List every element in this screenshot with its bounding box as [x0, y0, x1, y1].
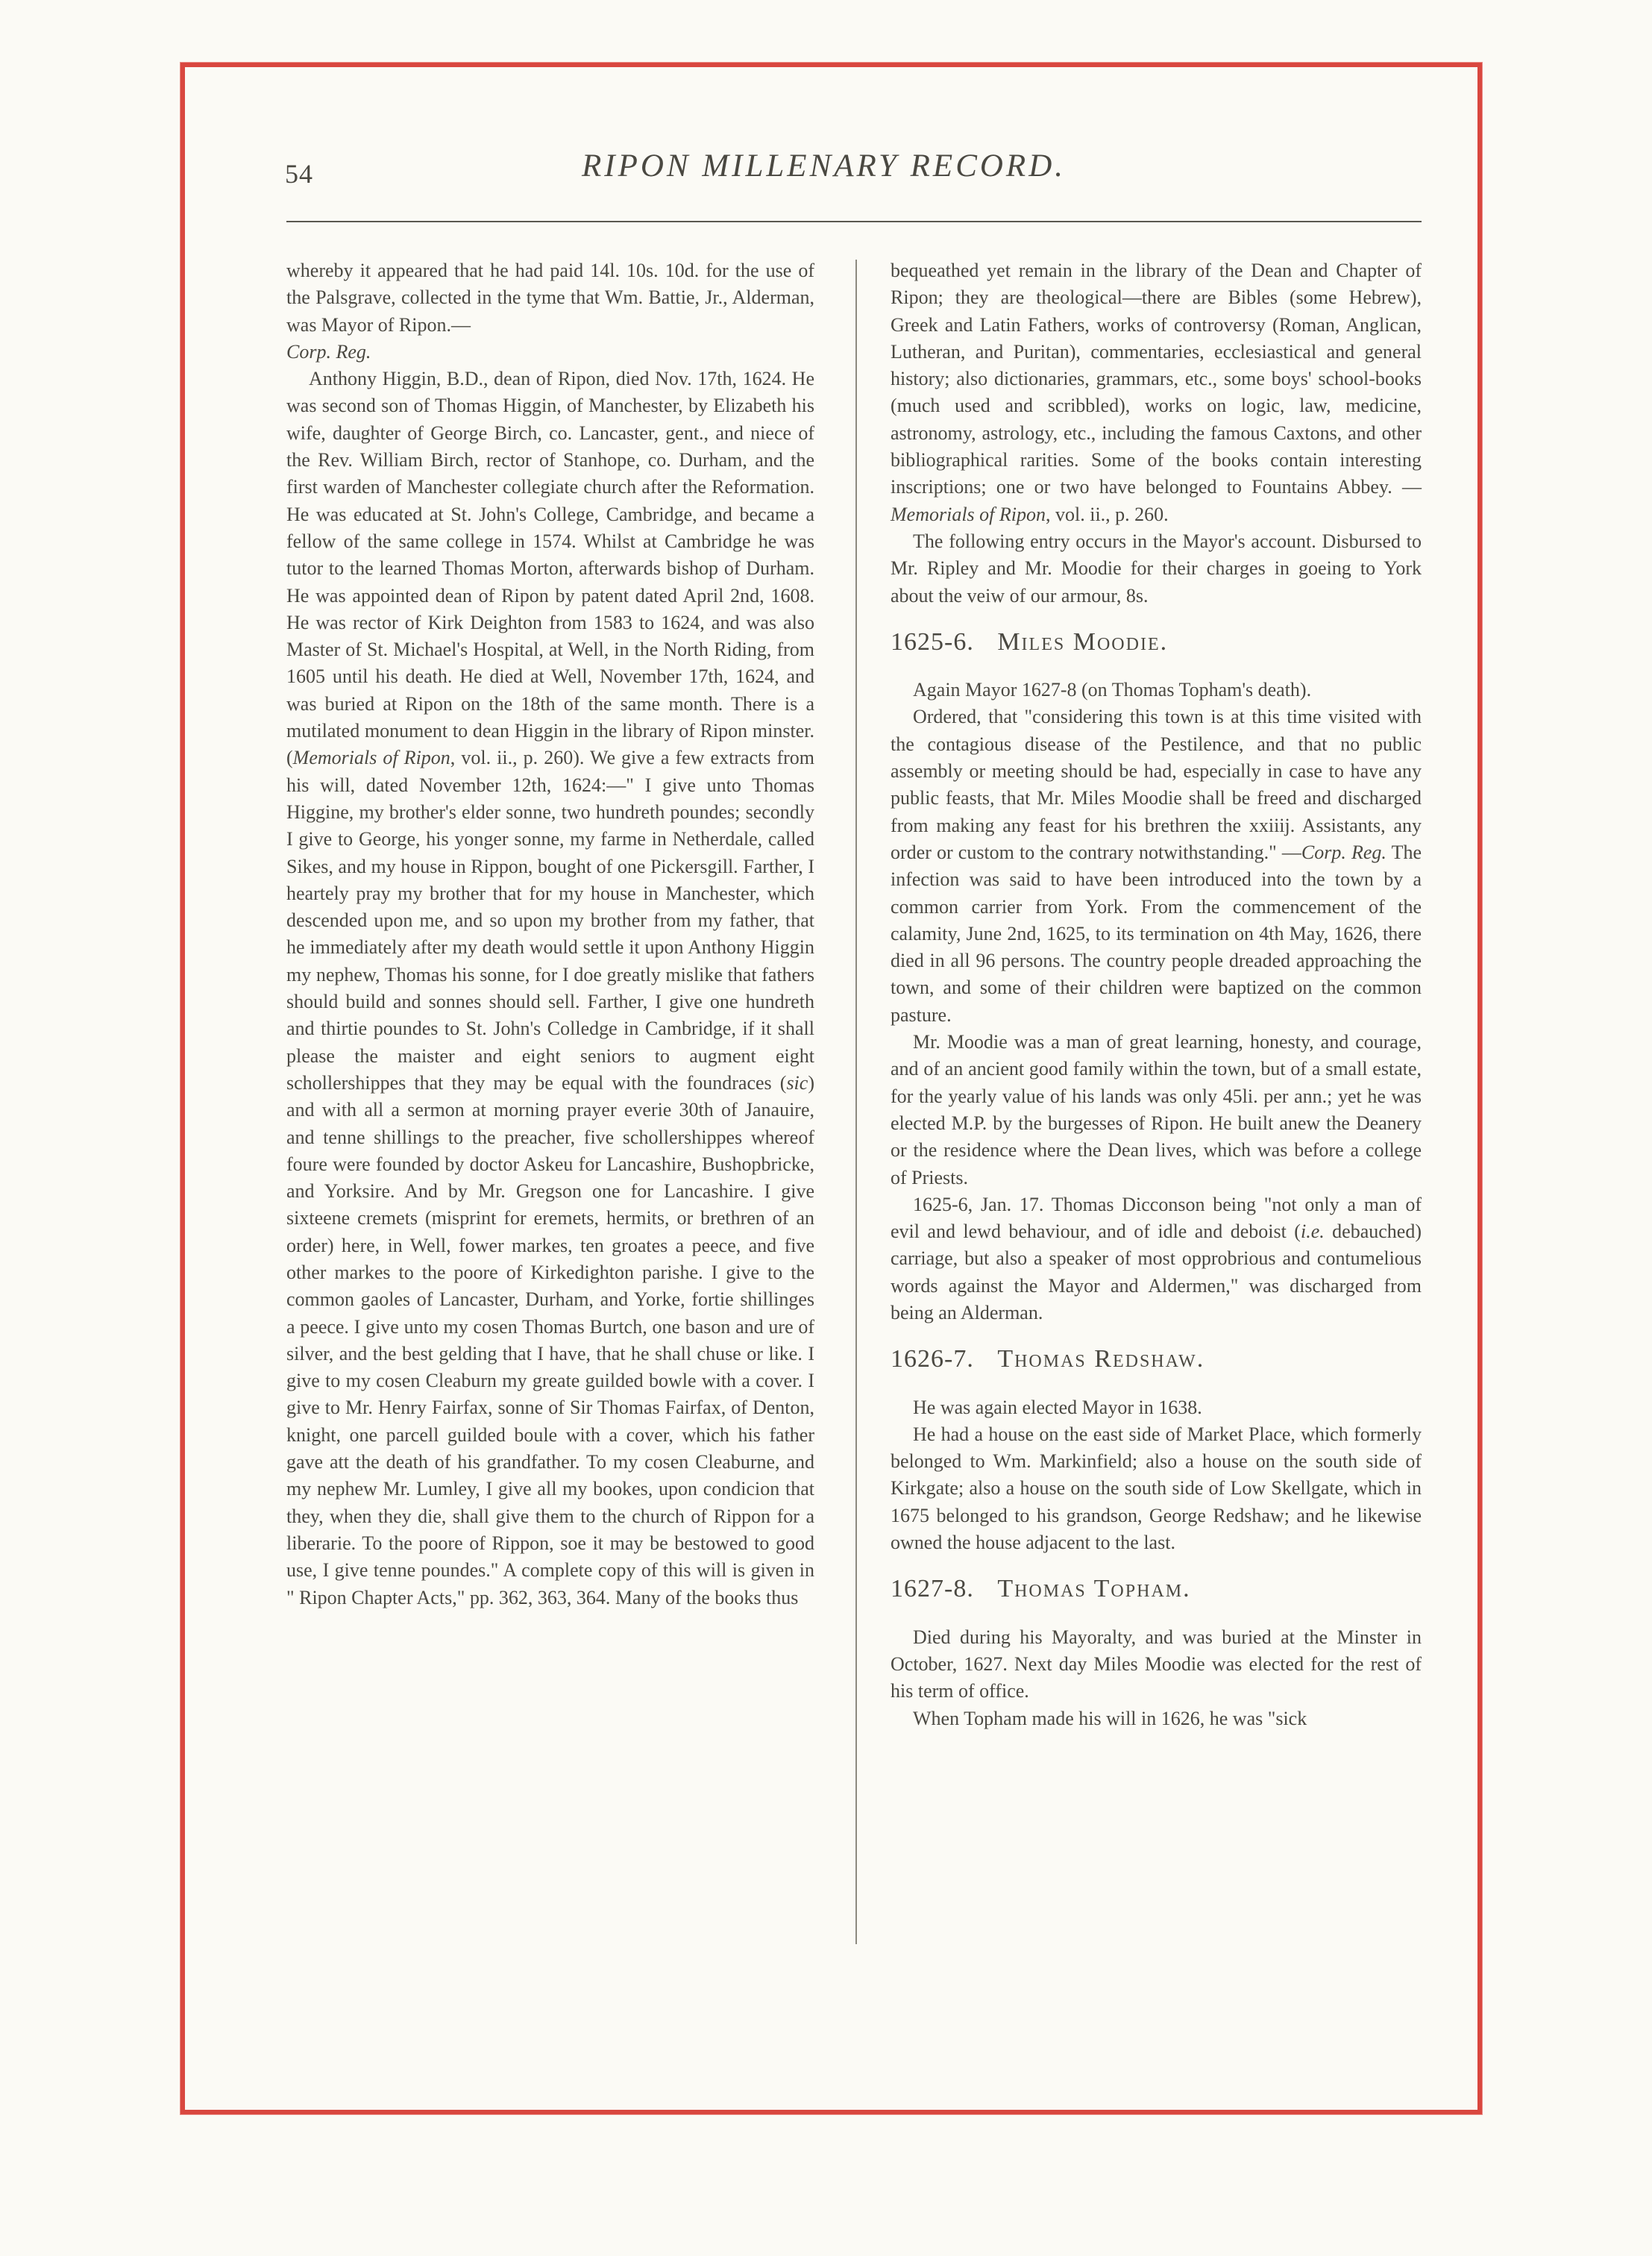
paragraph: bequeathed yet remain in the library of the Dean and Chapter of Ripon; they are theological—there are Bibles (some Hebrew), Greek and Latin Fathers, works of controversy (Roman, Anglican, Lutheran, and Puritan), commentaries, ecclesiastical and general history; also dictionaries, grammars, etc., some boys' school-books (much used and scribbled), works on logic, law, medicine, astronomy, astrology, etc., including the famous Caxtons, and other bibliographical rarities. Some of the books contain interesting inscriptions; one or two have belonged to Fountains Abbey. —Memorials of Ripon, vol. ii., p. 260.: [891, 260, 1422, 525]
right-column: [891, 257, 1422, 1732]
sic-note: sic: [786, 1071, 808, 1094]
column-divider: [855, 260, 857, 1944]
paragraph: Mr. Moodie was a man of great learning, honesty, and courage, and of an ancient good family within the town, but of a small estate, for the yearly value of his lands was only 45li. per ann.; yet he was elected M.P. by the burgesses of Ripon. He built anew the Deanery or the residence where the Dean lives, which was before a college of Priests.: [891, 1031, 1422, 1188]
citation: Corp. Reg.: [1301, 841, 1386, 863]
running-title: RIPON MILLENARY RECORD.: [582, 148, 1067, 184]
section-heading: 1627-8. Thomas Topham.: [891, 1575, 1191, 1603]
paragraph: He was again elected Mayor in 1638.: [913, 1396, 1202, 1418]
left-column: [286, 257, 814, 1611]
header-rule: [286, 221, 1422, 222]
paragraph: whereby it appeared that he had paid 14l. 10s. 10d. for the use of the Palsgrave, collected in the tyme that Wm. Battie, Jr., Alderman, was Mayor of Ripon.— Corp. Reg.: [286, 260, 814, 363]
paragraph: He had a house on the east side of Market Place, which formerly belonged to Wm. Markinfield; also a house on the south side of Kirkgate; also a house on the south side of Low Skellgate, which in 1675 belonged to his grandson, George Redshaw; and he likewise owned the house adjacent to the last.: [891, 1423, 1422, 1554]
page-number: 54: [285, 159, 313, 189]
paragraph: When Topham made his will in 1626, he was "sick: [913, 1707, 1307, 1729]
section-heading: 1625-6. Miles Moodie.: [891, 627, 1169, 656]
citation: Memorials of Ripon: [292, 747, 450, 769]
paragraph: Ordered, that "considering this town is at this time visited with the contagious disease of the Pestilence, and that no public assembly or meeting should be had, especially in case to have any public feasts, that Mr. Miles Moodie shall be freed and discharged from making any feast for his brethren the xxiiij. Assistants, any order or custom to the contrary notwithstanding." —Corp. Reg. The infection was said to have been introduced into the town by a common carrier from York. From the commencement of the calamity, June 2nd, 1625, to its termination on 4th May, 1626, there died in all 96 persons. The country people dreaded approaching the town, and some of their children were baptized on the common pasture.: [891, 706, 1422, 1026]
paragraph: 1625-6, Jan. 17. Thomas Dicconson being "not only a man of evil and lewd behaviour, and of idle and deboist (i.e. debauched) carriage, but also a speaker of most opprobrious and contumelious words against the Mayor and Aldermen," was discharged from being an Alderman.: [891, 1193, 1422, 1323]
paragraph: Anthony Higgin, B.D., dean of Ripon, died Nov. 17th, 1624. He was second son of Thomas Higgin, of Manchester, by Elizabeth his wife, daughter of George Birch, co. Lancaster, gent., and niece of the Rev. William Birch, rector of Stanhope, co. Durham, and the first warden of Manchester collegiate church after the Reformation. He was educated at St. John's College, Cambridge, and became a fellow of the same college in 1574. Whilst at Cambridge he was tutor to the learned Thomas Morton, afterwards bishop of Durham. He was appointed dean of Ripon by patent dated April 2nd, 1608. He was rector of Kirk Deighton from 1583 to 1624, and was also Master of St. Michael's Hospital, at Well, in the North Riding, from 1605 until his death. He died at Well, November 17th, 1624, and was buried at Ripon on the 18th of the same month. There is a mutilated monument to dean Higgin in the library of Ripon minster. (Memorials of Ripon, vol. ii., p. 260). We give a few extracts from his will, dated November 12th, 1624:—" I give unto Thomas Higgine, my brother's elder sonne, two hundreth poundes; secondly I give to George, his yonger sonne, my farme in Netherdale, called Sikes, and my house in Rippon, bought of one Pickersgill. Farther, I heartely pray my brother that for my house in Manchester, which descended upon me, and so upon my brother from my father, that he immediately after my death would settle it upon Anthony Higgin my nephew, Thomas his sonne, for I doe greatly mislike that fathers should build and sonnes should sell. Farther, I give one hundreth and thirtie poundes to St. John's Colledge in Cambridge, if it shall please the maister and eight seniors to augment eight schollershippes that they may be equal with the foundraces (sic) and with all a sermon at morning prayer everie 30th of Janauire, and tenne shillings to the preacher, five schollershippes whereof foure were founded by doctor Askeu for Lancashire, Bushopbricke, and Yorksire. And by Mr. Gregson one for Lancashire. I give sixteene cremets (misprint for eremets, hermits, or brethren of an order) here, in Well, fower markes, ten groates a peece, and five other markes to the poore of Kirkedighton parishe. I give to the common gaoles of Lancaster, Durham, and Yorke, fortie shillinges a peece. I give unto my cosen Thomas Burtch, one bason and ure of silver, and the best gelding that I have, that he shall chuse or like. I give to my cosen Cleaburn my greate guilded bowle with a cover. I give to Mr. Henry Fairfax, sonne of Sir Thomas Fairfax, of Denton, knight, one parcell guilded boule with a cover, which his father gave att the death of his grandfather. To my cosen Cleaburne, and my nephew Mr. Lumley, I give all my bookes, upon condicion that they, when they die, shall give them to the church of Rippon for a liberarie. To the poore of Rippon, soe it may be bestowed to good use, I give tenne poundes." A complete copy of this will is given in " Ripon Chapter Acts," pp. 362, 363, 364. Many of the books thus: [286, 368, 814, 1608]
section-heading: 1626-7. Thomas Redshaw.: [891, 1345, 1205, 1373]
citation: Corp. Reg.: [286, 340, 371, 363]
paragraph: The following entry occurs in the Mayor's account. Disbursed to Mr. Ripley and Mr. Moodie for their charges in goeing to York about the veiw of our armour, 8s.: [891, 530, 1422, 607]
paragraph: Died during his Mayoralty, and was buried at the Minster in October, 1627. Next day Miles Moodie was elected for the rest of his term of office.: [891, 1626, 1422, 1702]
paragraph: Again Mayor 1627-8 (on Thomas Topham's death).: [913, 679, 1312, 701]
citation: Memorials of Ripon: [891, 503, 1046, 525]
